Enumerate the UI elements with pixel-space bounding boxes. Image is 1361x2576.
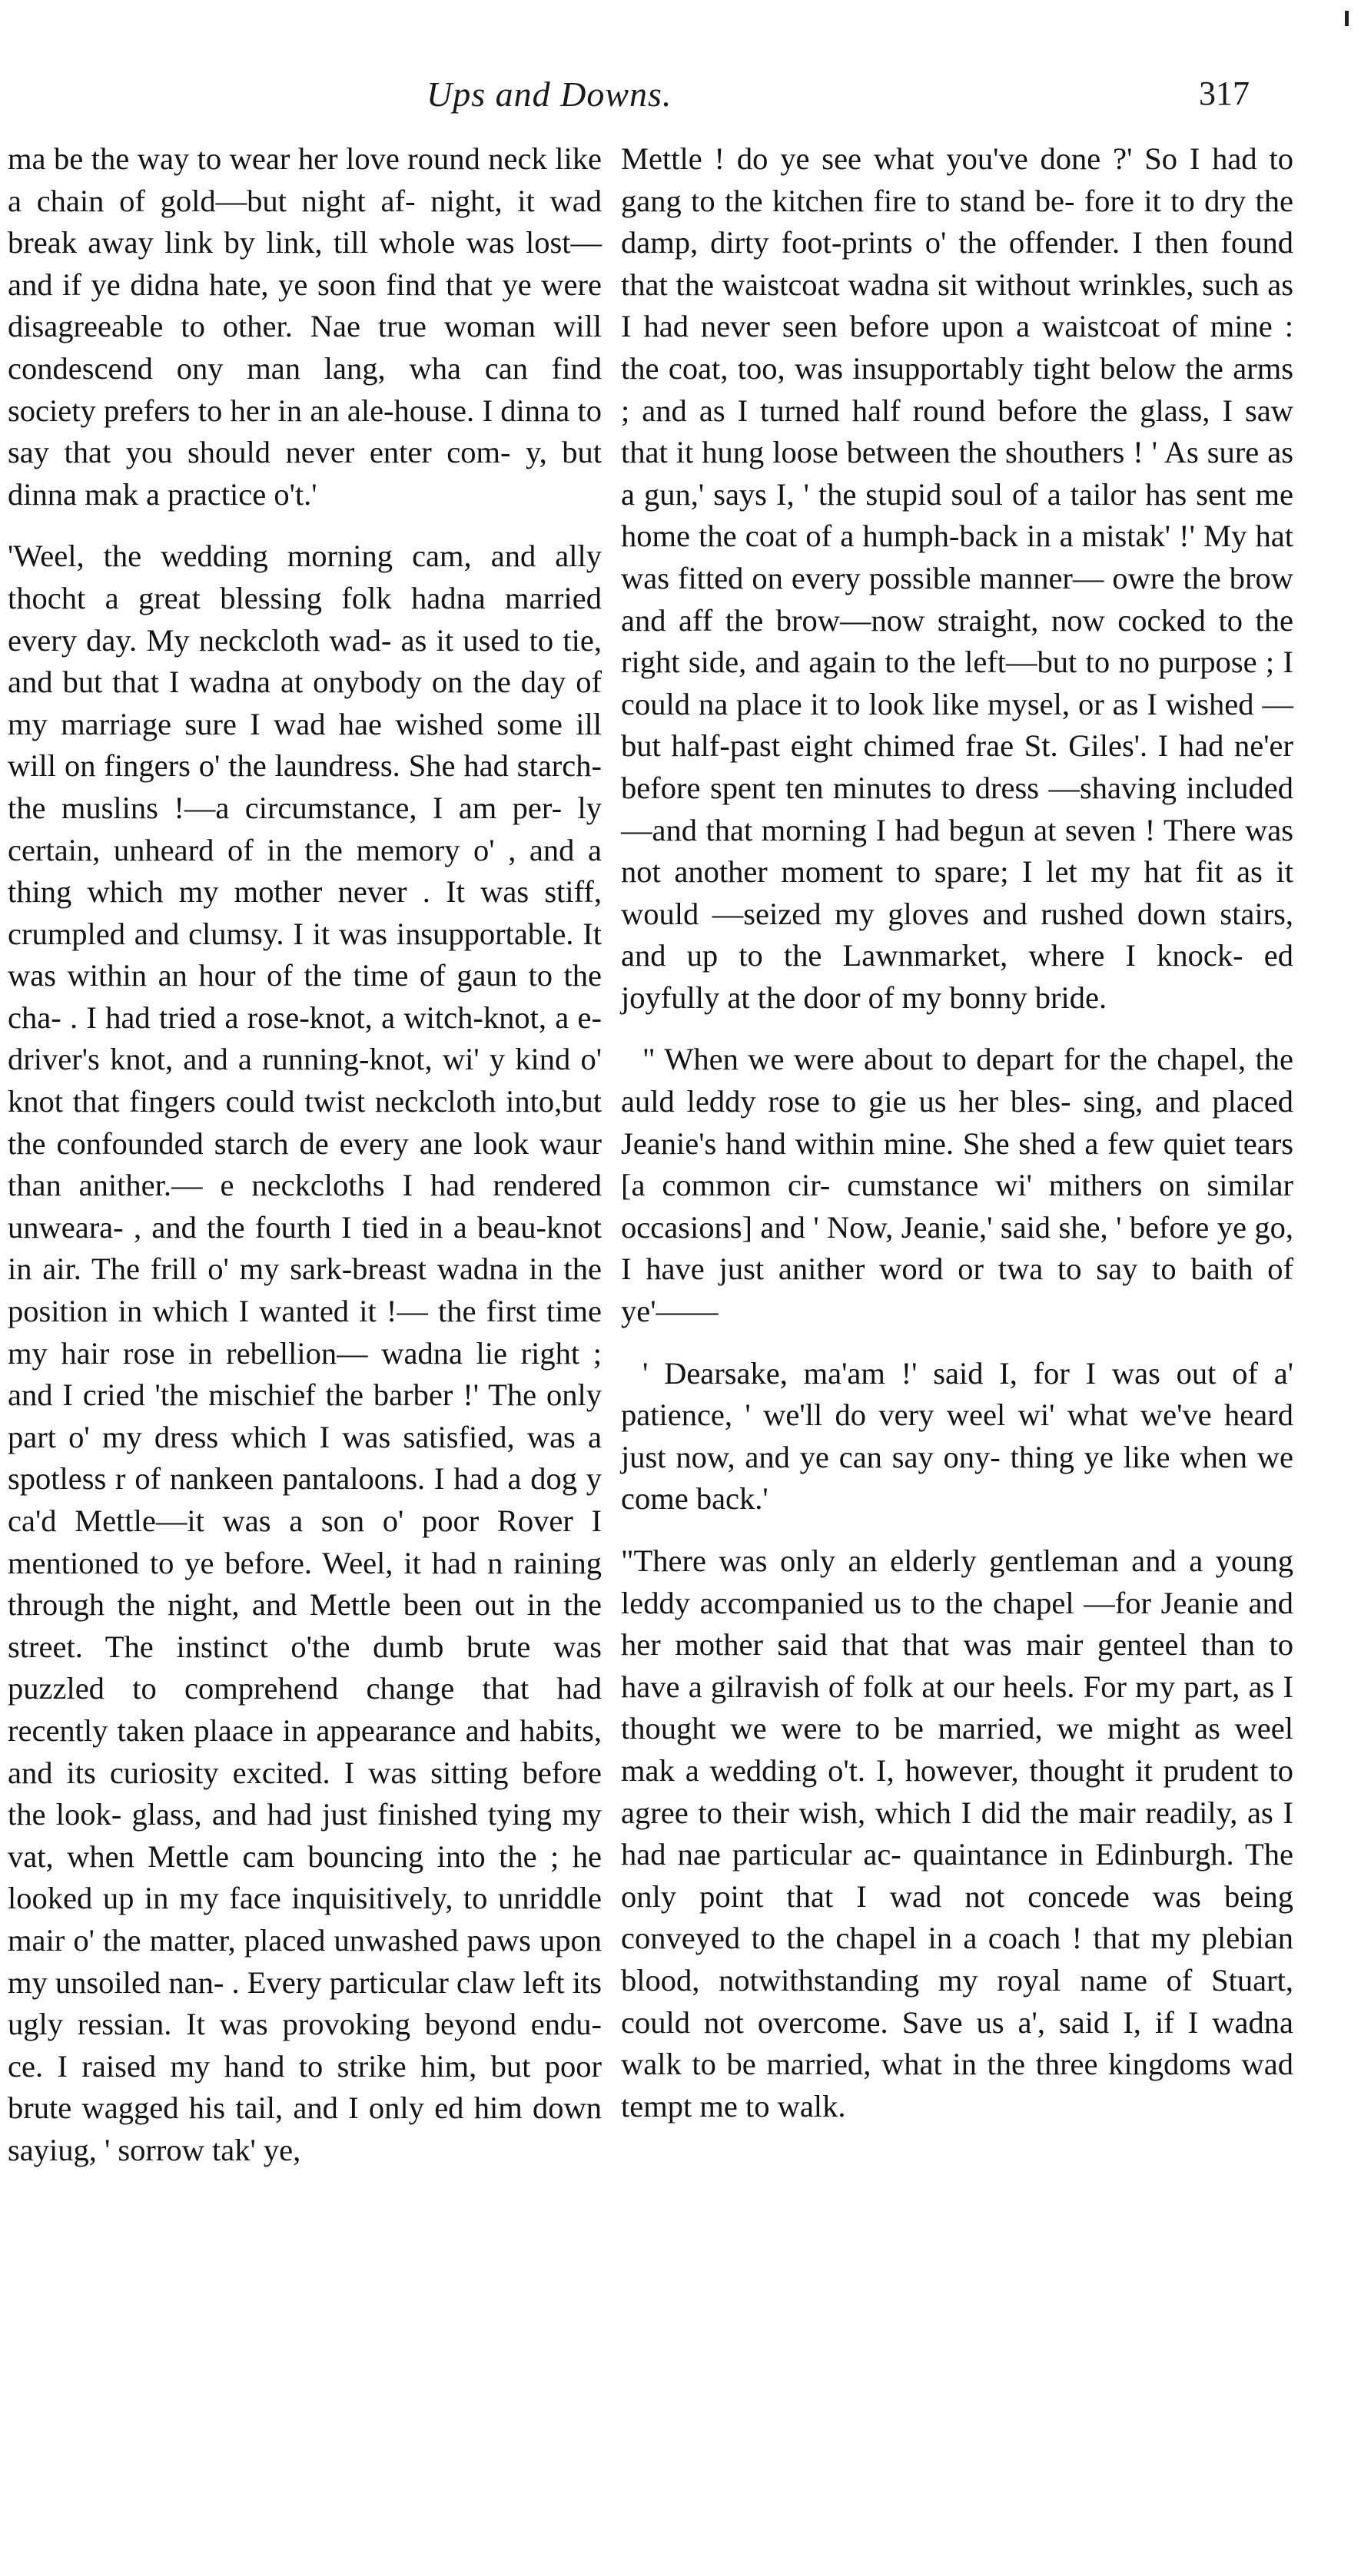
left-paragraph-1: ma be the way to wear her love round neck like a chain of gold—but night af- night, it wad break away link by link, till whole was lost—and if ye didna hate, ye soon find that ye were disagreeable to other. Nae true woman will condescend ony man lang, wha can find society prefers to her in an ale-house. I dinna to say that you should never enter com- y, but dinna mak a practice o't.'	[8, 141, 602, 512]
page-header	[0, 74, 1361, 128]
right-paragraph-4: "There was only an elderly gentleman and a young leddy accompanied us to the chapel —for Jeanie and her mother said that that was mair genteel than to have a gilravish of folk at our heels. For my part, as I thought we were to be married, we might as weel mak a wedding o't. I, however, thought it prudent to agree to their wish, which I did the mair readily, as I had nae particular ac- quaintance in Edinburgh. The only point that I wad not concede was being conveyed to the chapel in a coach ! that my plebian blood, notwithstanding my royal name of Stuart, could not overcome. Save us a', said I, if I wadna walk to be married, what in the three kingdoms wad tempt me to walk.	[621, 1543, 1293, 2123]
right-column	[621, 138, 1293, 2127]
left-paragraph-2: 'Weel, the wedding morning cam, and ally thocht a great blessing folk hadna married every day. My neckcloth wad- as it used to tie, and but that I wadna at onybody on the day of my marriage sure I wad hae wished some ill will on fingers o' the laundress. She had starch- the muslins !—a circumstance, I am per- ly certain, unheard of in the memory o' , and a thing which my mother never . It was stiff, crumpled and clumsy. I it was insupportable. It was within an hour of the time of gaun to the cha- . I had tried a rose-knot, a witch-knot, a e-driver's knot, and a running-knot, wi' y kind o' knot that fingers could twist neckcloth into,but the confounded starch de every ane look waur than anither.— e neckcloths I had rendered unweara- , and the fourth I tied in a beau-knot in air. The frill o' my sark-breast wadna in the position in which I wanted it !— the first time my hair rose in rebellion— wadna lie right ; and I cried 'the mischief the barber !' The only part o' my dress which I was satisfied, was a spotless r of nankeen pantaloons. I had a dog y ca'd Mettle—it was a son o' poor Rover I mentioned to ye before. Weel, it had n raining through the night, and Mettle been out in the street. The instinct o'the dumb brute was puzzled to comprehend change that had recently taken plaace in appearance and habits, and its curiosity excited. I was sitting before the look- glass, and had just finished tying my vat, when Mettle cam bouncing into the ; he looked up in my face inquisitively, to unriddle mair o' the matter, placed unwashed paws upon my unsoiled nan- . Every particular claw left its ugly ressian. It was provoking beyond endu- ce. I raised my hand to strike him, but poor brute wagged his tail, and I only ed him down sayiug, ' sorrow tak' ye,	[8, 539, 602, 2167]
right-paragraph-1: Mettle ! do ye see what you've done ?' So I had to gang to the kitchen fire to stand be- fore it to dry the damp, dirty foot-prints o' the offender. I then found that the waistcoat wadna sit without wrinkles, such as I had never seen before upon a waistcoat of mine : the coat, too, was insupportably tight below the arms ; and as I turned half round before the glass, I saw that it hung loose between the shouthers ! ' As sure as a gun,' says I, ' the stupid soul of a tailor has sent me home the coat of a humph-back in a mistak' !' My hat was fitted on every possible manner— owre the brow and aff the brow—now straight, now cocked to the right side, and again to the left—but to no purpose ; I could na place it to look like mysel, or as I wished —but half-past eight chimed frae St. Giles'. I had ne'er before spent ten minutes to dress —shaving included—and that morning I had begun at seven ! There was not another moment to spare; I let my hat fit as it would —seized my gloves and rushed down stairs, and up to the Lawnmarket, where I knock- ed joyfully at the door of my bonny bride.	[621, 141, 1293, 1015]
right-paragraph-3: ' Dearsake, ma'am !' said I, for I was out of a' patience, ' we'll do very weel wi' what we've heard just now, and ye can say ony- thing ye like when we come back.'	[621, 1355, 1293, 1517]
scan-edge-mark	[1345, 11, 1349, 26]
left-column	[8, 138, 602, 2172]
running-title: Ups and Downs.	[427, 75, 672, 114]
right-paragraph-2: " When we were about to depart for the chapel, the auld leddy rose to gie us her bles- sing, and placed Jeanie's hand within mine. She shed a few quiet tears [a common cir- cumstance wi' mithers on similar occasions] and ' Now, Jeanie,' said she, ' before ye go, I have just anither word or twa to say to baith of ye'——	[621, 1042, 1293, 1329]
page-number: 317	[1199, 75, 1250, 112]
